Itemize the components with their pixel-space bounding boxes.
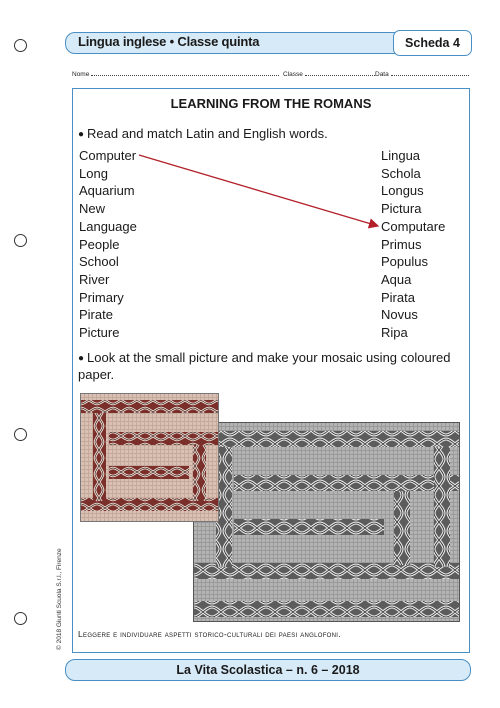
data-field[interactable] (375, 69, 469, 78)
instruction-1-text: Read and match Latin and English words. (87, 126, 328, 141)
instruction-2 (78, 350, 458, 383)
learning-objective-caption: Leggere e individuare aspetti storico-culturali dei paesi anglofoni. (78, 629, 341, 639)
latin-word[interactable]: Longus (381, 183, 424, 199)
latin-word[interactable]: Pictura (381, 201, 422, 217)
instruction-2-text-cont: paper. (78, 367, 115, 382)
latin-word[interactable]: Pirata (381, 289, 415, 305)
english-word[interactable]: People (79, 236, 120, 252)
english-word[interactable]: New (79, 201, 106, 217)
mosaic-large-image (193, 422, 460, 622)
latin-word-list (381, 147, 445, 342)
english-word[interactable]: School (79, 254, 119, 270)
english-word-list (79, 147, 137, 342)
instruction-2-text: Look at the small picture and make your mosaic using coloured (87, 350, 451, 365)
latin-word[interactable]: Novus (381, 307, 418, 323)
footer-bar: La Vita Scolastica – n. 6 – 2018 (65, 659, 471, 681)
latin-word[interactable]: Lingua (381, 148, 421, 163)
mosaic-small-image (80, 393, 219, 522)
latin-word[interactable]: Schola (381, 165, 421, 181)
english-word[interactable]: Long (79, 165, 108, 181)
data-label: Data (375, 71, 389, 78)
bullet-icon: ● (78, 129, 85, 140)
english-word[interactable]: Picture (79, 325, 120, 341)
classe-label: Classe (283, 71, 303, 78)
scheda-tab: Scheda 4 (393, 30, 472, 56)
bullet-icon: ● (78, 353, 85, 364)
latin-word[interactable]: Ripa (381, 325, 408, 341)
english-word[interactable]: Language (79, 218, 137, 234)
english-word[interactable]: Primary (79, 289, 124, 305)
copyright-notice: © 2018 Giunti Scuola S.r.l., Firenze (56, 548, 63, 650)
binder-hole-2 (14, 234, 27, 247)
latin-word[interactable]: Populus (381, 254, 428, 270)
english-word[interactable]: Computer (79, 148, 137, 163)
header-title: Lingua inglese • Classe quinta (78, 34, 260, 49)
nome-label: Nome (72, 71, 90, 78)
instruction-1 (78, 126, 328, 143)
binder-hole-4 (14, 612, 27, 625)
binder-hole-3 (14, 428, 27, 441)
nome-field[interactable] (72, 69, 279, 78)
exercise-title: LEARNING FROM THE ROMANS (170, 96, 372, 111)
latin-word[interactable]: Aqua (381, 271, 412, 287)
english-word[interactable]: Aquarium (79, 183, 135, 199)
latin-word[interactable]: Primus (381, 236, 422, 252)
english-word[interactable]: Pirate (79, 307, 113, 323)
latin-word[interactable]: Computare (381, 218, 446, 234)
english-word[interactable]: River (79, 271, 110, 287)
classe-field[interactable] (283, 69, 375, 78)
binder-hole-1 (14, 39, 27, 52)
